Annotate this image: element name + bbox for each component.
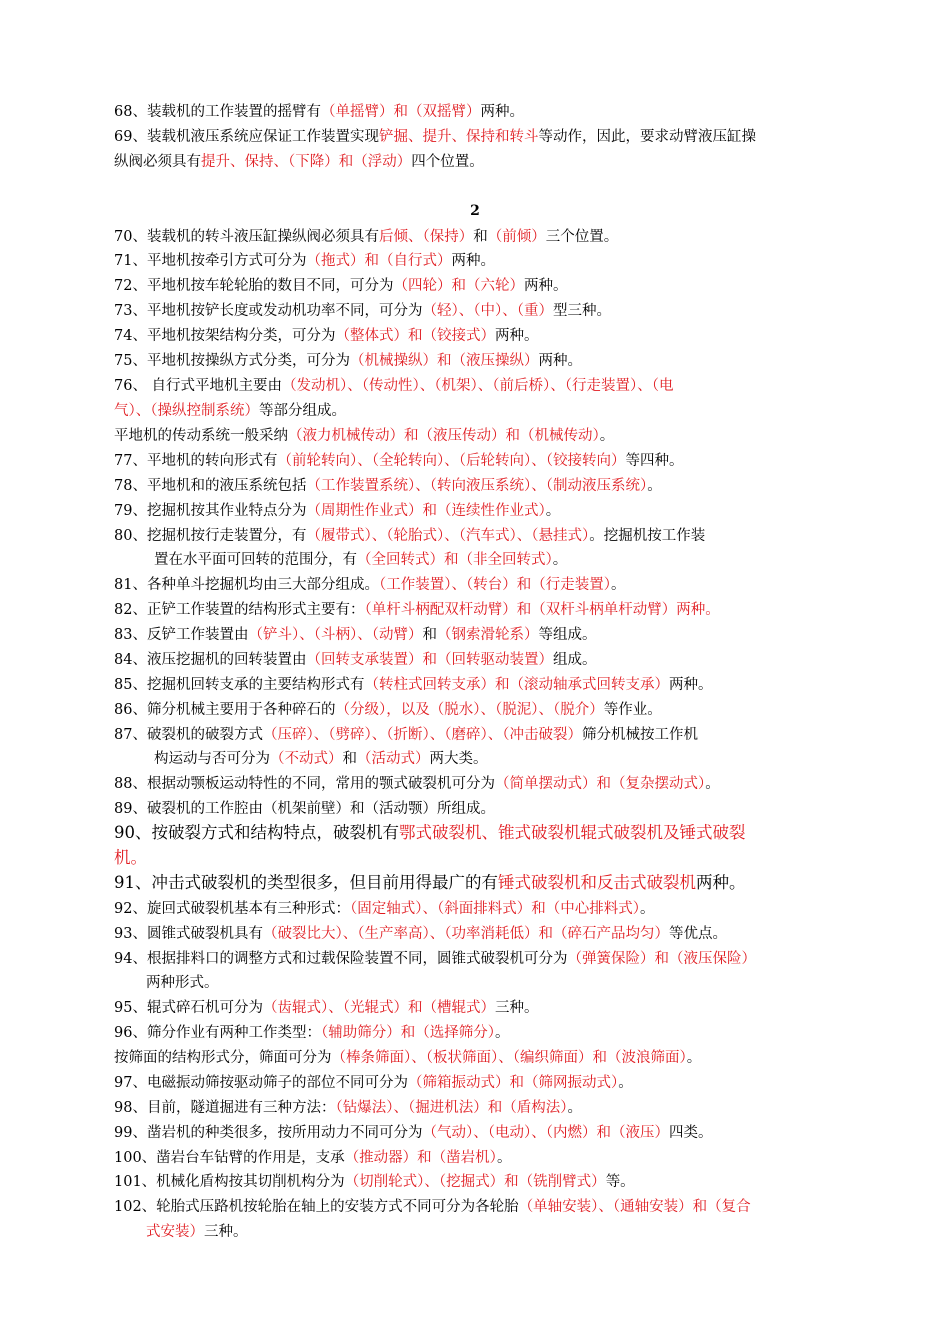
answer-text: 式安装） — [146, 1224, 204, 1240]
answer-text: （前轮转向）、（全轮转向）、（后轮转向）、（铰接转向） — [277, 453, 626, 469]
answer-text: 气）、（操纵控制系统） — [114, 403, 259, 419]
text-line — [114, 799, 864, 819]
answer-text: （发动机）、（传动性）、（机架）、（前后桥）、（行走装置）、（电 — [282, 378, 674, 394]
text-line — [114, 1023, 864, 1043]
question-text: 。 — [639, 901, 655, 917]
question-text: 74、平地机按架结构分类，可分为 — [114, 328, 336, 344]
answer-text: （整体式）和（铰接式） — [335, 328, 495, 344]
question-text: 三个位置。 — [545, 229, 619, 245]
question-text: 组成。 — [552, 652, 597, 668]
answer-text: （履带式）、（轮胎式）、（汽车式）、（悬挂式） — [306, 528, 590, 544]
question-text: 71、平地机按牵引方式可分为 — [114, 253, 307, 269]
question-text: 型三种。 — [552, 303, 611, 319]
answer-text: （破裂比大）、（生产率高）、（功率消耗低）和（碎石产品均匀） — [262, 926, 669, 942]
text-line — [114, 700, 864, 720]
text-line — [114, 376, 864, 396]
question-text: 76、 自行式平地机主要由 — [114, 378, 283, 394]
text-line — [114, 1172, 864, 1192]
question-text: 84、液压挖掘机的回转装置由 — [114, 652, 307, 668]
question-text: 96、筛分作业有两种工作类型： — [114, 1025, 321, 1041]
text-line — [114, 276, 864, 296]
question-text: 79、挖掘机按其作业特点分为 — [114, 503, 307, 519]
question-text: 三种。 — [494, 1000, 539, 1016]
question-text: 88、根据动颚板运动特性的不同，常用的颚式破裂机可分为 — [114, 776, 495, 792]
answer-text: （压碎）、（劈碎）、（折断）、（磨碎）、（冲击破裂） — [262, 727, 582, 743]
answer-text: （前倾） — [487, 229, 546, 245]
question-text: 。 — [545, 503, 561, 519]
text-line — [114, 426, 864, 446]
text-line — [114, 873, 864, 893]
text-line — [114, 501, 864, 521]
answer-text: 机。 — [114, 848, 147, 867]
question-text: 两种形式。 — [146, 975, 219, 991]
answer-text: （轻）、（中）、（重） — [422, 303, 553, 319]
question-text: 90、按破裂方式和结构特点，破裂机有 — [114, 823, 399, 842]
text-line — [114, 949, 864, 969]
question-text: 两种。 — [480, 104, 524, 120]
text-line — [114, 401, 864, 421]
question-text: 筛分机械按工作机 — [581, 727, 698, 743]
answer-text: （辅助筛分）和（选择筛分） — [320, 1025, 495, 1041]
text-line — [114, 1148, 864, 1168]
question-text: 77、平地机的转向形式有 — [114, 453, 278, 469]
text-line — [114, 1098, 864, 1118]
answer-text: （全回转式）和（非全回转式） — [357, 552, 553, 568]
answer-text: （推动器）和（凿岩机） — [344, 1150, 497, 1166]
question-text: 。 — [610, 577, 626, 593]
answer-text: 提升、保持、（下降）和（浮动） — [201, 154, 412, 170]
answer-text: （工作装置系统）、（转向液压系统）、（制动液压系统） — [306, 478, 648, 494]
text-line — [114, 899, 864, 919]
question-text: 73、平地机按铲长度或发动机功率不同，可分为 — [114, 303, 423, 319]
question-text: 94、根据排料口的调整方式和过载保险装置不同，圆锥式破裂机可分为 — [114, 951, 568, 967]
text-line — [114, 675, 864, 695]
question-text: 等四种。 — [625, 453, 684, 469]
text-line — [114, 774, 864, 794]
answer-text: （机械操纵）和（液压操纵） — [349, 353, 539, 369]
text-line — [114, 600, 864, 620]
question-text: 92、旋回式破裂机基本有三种形式： — [114, 901, 350, 917]
text-line — [146, 1222, 864, 1242]
text-line — [114, 526, 864, 546]
question-text: 91、冲击式破裂机的类型很多，但目前用得最广的有 — [114, 873, 498, 892]
question-text: 等部分组成。 — [259, 403, 346, 419]
question-text: 。 — [686, 1050, 702, 1066]
question-text: 和 — [422, 627, 437, 643]
question-text: 75、平地机按操纵方式分类，可分为 — [114, 353, 350, 369]
answer-text: （回转支承装置）和（回转驱动装置） — [306, 652, 553, 668]
text-line — [114, 823, 864, 843]
text-line — [114, 625, 864, 645]
question-text: 四个位置。 — [411, 154, 484, 170]
text-line — [114, 1123, 864, 1143]
question-text: 72、平地机按车轮轮胎的数目不同，可分为 — [114, 278, 394, 294]
answer-text: （钻爆法）、（掘进机法）和（盾构法） — [335, 1100, 568, 1116]
question-text: 70、装载机的转斗液压缸操纵阀必须具有 — [114, 229, 379, 245]
text-line — [114, 152, 864, 172]
text-line — [114, 251, 864, 271]
question-text: 82、正铲工作装置的结构形式主要有： — [114, 602, 365, 618]
question-text: 。 — [618, 1075, 633, 1091]
text-line — [114, 476, 864, 496]
question-text: 两种。 — [538, 353, 582, 369]
answer-text: （简单摆动式）和（复杂摆动式） — [494, 776, 706, 792]
answer-text: （单轴安装）、（通轴安装）和（复合 — [518, 1199, 751, 1215]
question-text: 和 — [342, 751, 357, 767]
question-text: 两种。 — [523, 278, 568, 294]
question-text: 69、装载机液压系统应保证工作装置实现 — [114, 129, 379, 145]
question-text: 两大类。 — [429, 751, 488, 767]
text-line — [114, 848, 864, 868]
question-text: 。 — [567, 1100, 582, 1116]
question-text: 85、挖掘机回转支承的主要结构形式有 — [114, 677, 365, 693]
answer-text: （单杆斗柄配双杆动臂）和（双杆斗柄单杆动臂）两种。 — [364, 602, 720, 618]
question-text: 等。 — [605, 1174, 635, 1190]
question-text: 68、装载机的工作装置的摇臂有 — [114, 104, 321, 120]
question-text: 87、破裂机的破裂方式 — [114, 727, 263, 743]
question-text: 。 — [494, 1025, 510, 1041]
answer-text: （筛箱振动式）和（筛网振动式） — [407, 1075, 619, 1091]
question-text: 80、挖掘机按行走装置分，有 — [114, 528, 307, 544]
answer-text: 后倾、（保持） — [378, 229, 474, 245]
text-line — [114, 326, 864, 346]
question-text: 两种。 — [451, 253, 495, 269]
text-line — [114, 998, 864, 1018]
question-text: 。 — [647, 478, 662, 494]
question-text: 。 — [705, 776, 720, 792]
answer-text: （拖式）和（自行式） — [306, 253, 452, 269]
text-line — [114, 127, 864, 147]
answer-text: （单摇臂）和（双摇臂） — [320, 104, 481, 120]
text-line — [114, 451, 864, 471]
answer-text: 锤式破裂机和反击式破裂机 — [498, 873, 696, 892]
question-text: 两种。 — [494, 328, 539, 344]
question-text: 99、凿岩机的种类很多，按所用动力不同可分为 — [114, 1125, 423, 1141]
answer-text: （周期性作业式）和（连续性作业式） — [306, 503, 546, 519]
question-text: 。 — [599, 428, 615, 444]
text-line — [114, 1073, 864, 1093]
question-text: 平地机的传动系统一般采纳 — [114, 428, 288, 444]
text-line — [114, 102, 864, 122]
question-text: 83、反铲工作装置由 — [114, 627, 249, 643]
question-text: 纵阀必须具有 — [114, 154, 201, 170]
text-line — [114, 301, 864, 321]
text-line — [154, 550, 864, 570]
text-line — [146, 973, 864, 993]
answer-text: （固定轴式）、（斜面排料式）和（中心排料式） — [349, 901, 640, 917]
text-line — [114, 1197, 864, 1217]
question-text: 置在水平面可回转的范围分，有 — [154, 552, 357, 568]
answer-text: （转柱式回转支承）和（滚动轴承式回转支承） — [364, 677, 669, 693]
answer-text: （铲斗）、（斗柄）、（动臂） — [248, 627, 423, 643]
question-text: 四类。 — [668, 1125, 713, 1141]
answer-text: （棒条筛面）、（板状筛面）、（编织筛面）和（波浪筛面） — [331, 1050, 687, 1066]
question-text: 81、各种单斗挖掘机均由三大部分组成。 — [114, 577, 379, 593]
answer-text: （分级），以及（脱水）、（脱泥）、（脱介） — [335, 702, 604, 718]
answer-text: （齿辊式）、（光辊式）和（槽辊式） — [262, 1000, 495, 1016]
question-text: 等优点。 — [668, 926, 727, 942]
question-text: 等动作，因此，要求动臂液压缸操 — [538, 129, 756, 145]
question-text: 。挖掘机按工作装 — [589, 528, 706, 544]
question-text: 101、机械化盾构按其切削机构分为 — [114, 1174, 345, 1190]
question-text: 100、凿岩台车钻臂的作用是，支承 — [114, 1150, 345, 1166]
answer-text: （弹簧保险）和（液压保险） — [567, 951, 756, 967]
question-text: 86、筛分机械主要用于各种碎石的 — [114, 702, 336, 718]
question-text: 93、圆锥式破裂机具有 — [114, 926, 263, 942]
answer-text: （钢索滑轮系） — [436, 627, 539, 643]
text-line — [114, 227, 864, 247]
question-text: 102、轮胎式压路机按轮胎在轴上的安装方式不同可分为各轮胎 — [114, 1199, 519, 1215]
question-text: 等组成。 — [538, 627, 597, 643]
text-line — [154, 749, 864, 769]
answer-text: （不动式） — [270, 751, 343, 767]
question-text: 等作业。 — [603, 702, 662, 718]
text-line — [114, 650, 864, 670]
question-text: 三种。 — [204, 1224, 248, 1240]
question-text: 97、电磁振动筛按驱动筛子的部位不同可分为 — [114, 1075, 408, 1091]
question-text: 98、目前，隧道掘进有三种方法： — [114, 1100, 336, 1116]
answer-text: （工作装置）、（转台）和（行走装置） — [378, 577, 611, 593]
question-text: 89、破裂机的工作腔由（机架前壁）和（活动颚）所组成。 — [114, 801, 495, 817]
answer-text: （气动）、（电动）、（内燃）和（液压） — [422, 1125, 669, 1141]
question-text: 95、辊式碎石机可分为 — [114, 1000, 263, 1016]
question-text: 构运动与否可分为 — [154, 751, 270, 767]
answer-text: 鄂式破裂机、锥式破裂机辊式破裂机及锤式破裂 — [399, 823, 746, 842]
text-line — [114, 725, 864, 745]
page-number: 2 — [470, 203, 480, 219]
question-text: 。 — [496, 1150, 512, 1166]
question-text: 和 — [473, 229, 488, 245]
question-text: 。 — [552, 552, 568, 568]
text-line — [114, 575, 864, 595]
answer-text: 铲掘、提升、保持和转斗 — [378, 129, 539, 145]
question-text: 78、平地机和的液压系统包括 — [114, 478, 307, 494]
answer-text: （活动式） — [357, 751, 430, 767]
text-line — [114, 924, 864, 944]
question-text: 按筛面的结构形式分，筛面可分为 — [114, 1050, 332, 1066]
question-text: 两种。 — [668, 677, 713, 693]
text-line — [114, 1048, 864, 1068]
answer-text: （切削轮式）、（挖掘式）和（铣削臂式） — [344, 1174, 606, 1190]
question-text: 两种。 — [696, 873, 746, 892]
answer-text: （液力机械传动）和（液压传动）和（机械传动） — [288, 428, 600, 444]
text-line — [114, 351, 864, 371]
answer-text: （四轮）和（六轮） — [393, 278, 524, 294]
